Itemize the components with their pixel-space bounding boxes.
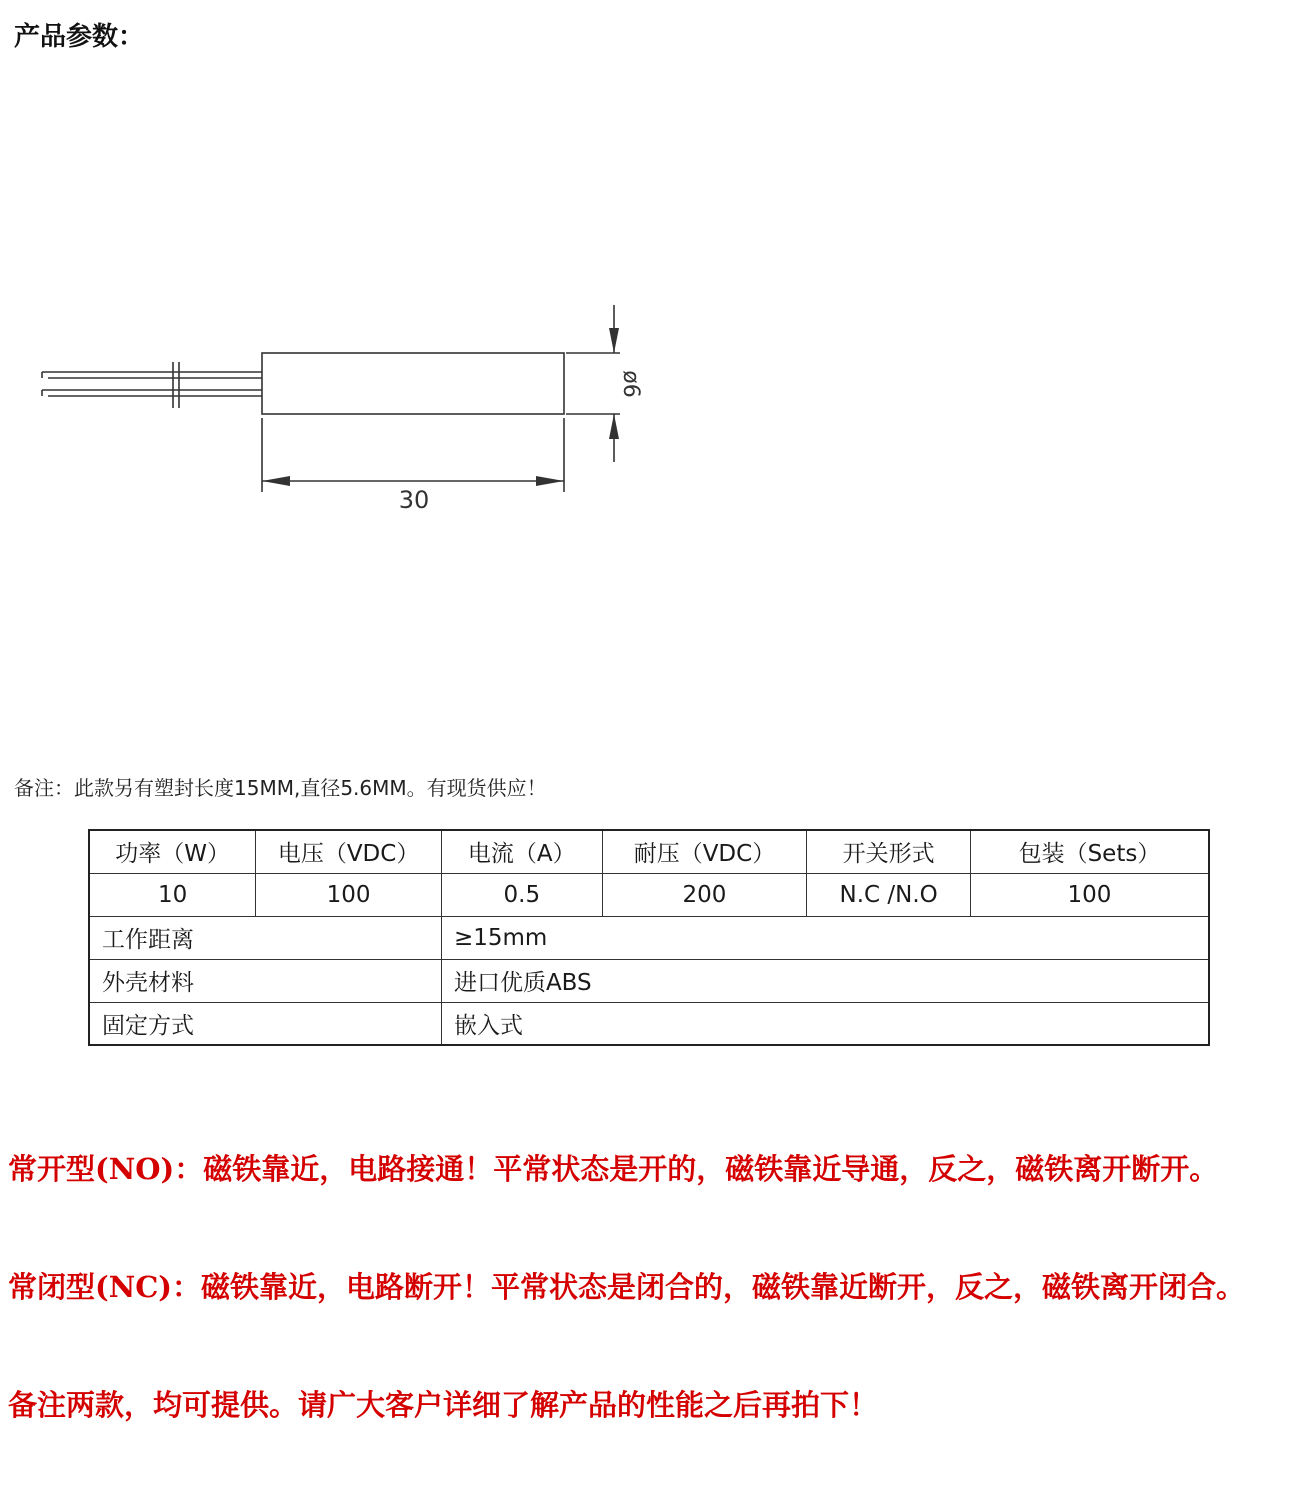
length-dimension-label: 30 xyxy=(398,486,430,514)
row-value: ≥15mm xyxy=(441,916,1209,959)
table-value-row xyxy=(89,873,1209,916)
table-header-row xyxy=(89,830,1209,873)
spec-table xyxy=(88,829,1210,1046)
table-row xyxy=(89,916,1209,959)
normally-open-description: 常开型(NO)：磁铁靠近，电路接通！平常状态是开的，磁铁靠近导通，反之，磁铁离开断开。 xyxy=(8,1152,1219,1186)
diameter-dimension-label: ø6 xyxy=(618,370,643,398)
row-value: 进口优质ABS xyxy=(441,959,1209,1002)
header-voltage: 电压（VDC） xyxy=(256,830,442,873)
value-power: 10 xyxy=(89,873,256,916)
value-switch-type: N.C /N.O xyxy=(807,873,971,916)
header-package: 包装（Sets） xyxy=(970,830,1209,873)
table-row xyxy=(89,1002,1209,1045)
value-current: 0.5 xyxy=(441,873,602,916)
value-voltage: 100 xyxy=(256,873,442,916)
purchase-remark: 备注两款，均可提供。请广大客户详细了解产品的性能之后再拍下！ xyxy=(8,1388,879,1422)
section-heading: 产品参数： xyxy=(14,22,145,52)
row-label: 固定方式 xyxy=(89,1002,441,1045)
remark-note: 备注：此款另有塑封长度15MM,直径5.6MM。有现货供应！ xyxy=(14,776,547,800)
row-label: 外壳材料 xyxy=(89,959,441,1002)
header-switch-type: 开关形式 xyxy=(807,830,971,873)
normally-closed-description: 常闭型(NC)：磁铁靠近，电路断开！平常状态是闭合的，磁铁靠近断开，反之，磁铁离开闭合。 xyxy=(8,1270,1246,1304)
row-value: 嵌入式 xyxy=(441,1002,1209,1045)
header-power: 功率（W） xyxy=(89,830,256,873)
sensor-dimension-drawing xyxy=(0,290,700,530)
header-withstand-voltage: 耐压（VDC） xyxy=(602,830,807,873)
value-withstand-voltage: 200 xyxy=(602,873,807,916)
header-current: 电流（A） xyxy=(441,830,602,873)
row-label: 工作距离 xyxy=(89,916,441,959)
value-package: 100 xyxy=(970,873,1209,916)
table-row xyxy=(89,959,1209,1002)
